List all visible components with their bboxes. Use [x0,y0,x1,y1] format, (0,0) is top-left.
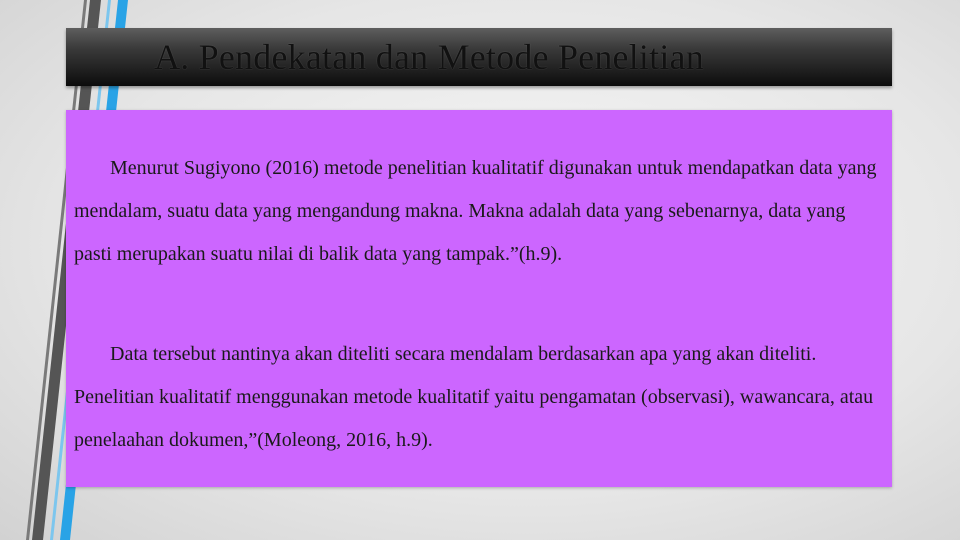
paragraph-2: Data tersebut nantinya akan diteliti secara mendalam berdasarkan apa yang akan diteliti. Penelitian kualitatif menggunakan metode kualitatif yaitu pengamatan (observasi), wawancara, atau penelaahan dokumen,”(Moleong, 2016, h.9). [74,343,874,451]
content-box [66,110,892,487]
paragraph-1: Menurut Sugiyono (2016) metode penelitian kualitatif digunakan untuk mendapatkan data yang mendalam, suatu data yang mengandung makna. Makna adalah data yang sebenarnya, data yang pasti merupakan suatu nilai di balik data yang tampak.”(h.9). [74,157,877,265]
title-bar [66,28,892,86]
slide-title: A. Pendekatan dan Metode Penelitian [154,37,704,77]
